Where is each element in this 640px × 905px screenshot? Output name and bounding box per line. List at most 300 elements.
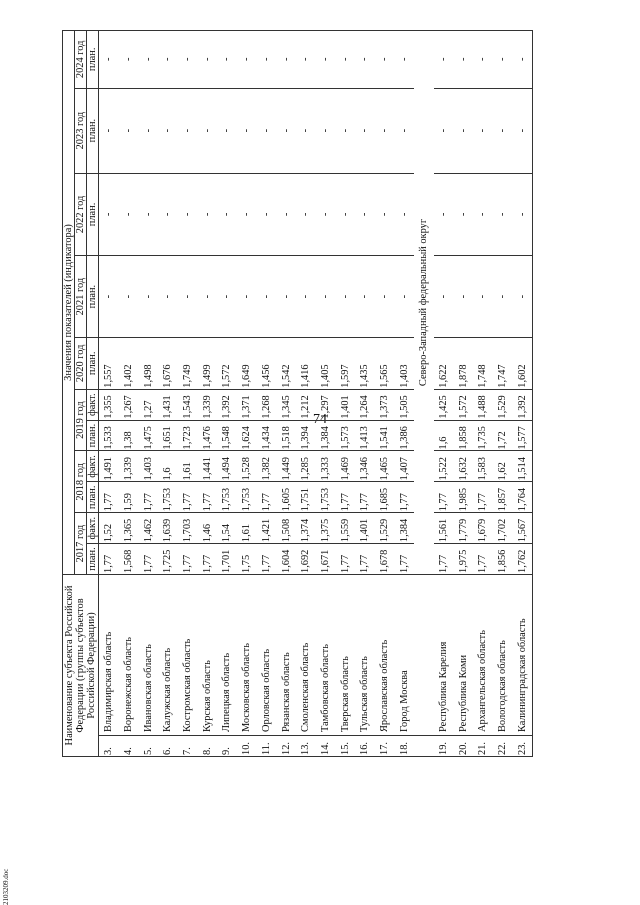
indicator-value: 1,577 bbox=[512, 420, 532, 451]
indicator-value: 1,77 bbox=[138, 544, 158, 575]
indicator-value: - bbox=[355, 256, 375, 338]
row-number: 16. bbox=[355, 736, 375, 757]
indicator-value: - bbox=[276, 173, 296, 256]
indicator-value: 1,6 bbox=[158, 451, 178, 482]
row-number: 13. bbox=[296, 736, 316, 757]
indicator-value: - bbox=[197, 31, 217, 89]
indicator-value: 1,565 bbox=[375, 337, 395, 389]
indicator-value: - bbox=[178, 173, 198, 256]
header-year: 2023 год bbox=[75, 88, 87, 173]
indicator-value: 1,528 bbox=[237, 451, 257, 482]
indicator-value: 1,77 bbox=[355, 544, 375, 575]
row-number: 7. bbox=[178, 736, 198, 757]
indicator-value: 1,401 bbox=[355, 513, 375, 544]
indicator-value: 1,77 bbox=[257, 544, 277, 575]
row-number: 8. bbox=[197, 736, 217, 757]
indicator-value: - bbox=[158, 256, 178, 338]
table-row bbox=[158, 31, 178, 757]
indicator-value: 1,77 bbox=[178, 544, 198, 575]
indicator-value: 1,475 bbox=[138, 420, 158, 451]
indicator-value: 1,522 bbox=[434, 451, 454, 482]
indicator-value: 1,375 bbox=[316, 513, 336, 544]
page-number: 74 bbox=[313, 412, 327, 427]
indicator-value: - bbox=[434, 88, 454, 173]
indicator-value: 1,476 bbox=[197, 420, 217, 451]
indicator-value: 1,407 bbox=[394, 451, 414, 482]
indicator-value: 1,403 bbox=[138, 451, 158, 482]
indicator-value: 1,878 bbox=[453, 337, 473, 389]
indicator-value: 1,557 bbox=[99, 337, 119, 389]
indicator-value: - bbox=[119, 31, 139, 89]
indicator-value: 1,416 bbox=[296, 337, 316, 389]
indicator-value: 1,402 bbox=[119, 337, 139, 389]
indicator-value: - bbox=[197, 256, 217, 338]
table-row bbox=[355, 31, 375, 757]
indicator-value: - bbox=[276, 31, 296, 89]
indicator-value: - bbox=[453, 31, 473, 89]
indicator-value: - bbox=[453, 173, 473, 256]
header-sub: факт. bbox=[87, 513, 99, 544]
federal-district-label: Северо-Западный федеральный округ bbox=[414, 31, 434, 575]
table-row bbox=[178, 31, 198, 757]
indicator-value: 1,749 bbox=[178, 337, 198, 389]
indicator-value: 1,685 bbox=[375, 482, 395, 513]
indicator-value: 1,572 bbox=[453, 389, 473, 420]
indicator-value: 1,72 bbox=[493, 420, 513, 451]
table-row bbox=[316, 31, 336, 757]
row-number: 6. bbox=[158, 736, 178, 757]
region-name: Тверская область bbox=[335, 575, 355, 736]
empty-cell bbox=[414, 575, 434, 736]
indicator-value: - bbox=[355, 88, 375, 173]
indicator-value: 1,77 bbox=[138, 482, 158, 513]
indicator-value: 1,491 bbox=[99, 451, 119, 482]
indicator-value: - bbox=[237, 31, 257, 89]
indicator-value: 1,975 bbox=[453, 544, 473, 575]
indicator-value: - bbox=[296, 88, 316, 173]
header-year: 2018 год bbox=[75, 451, 87, 513]
table-row bbox=[512, 31, 532, 757]
indicator-value: - bbox=[178, 31, 198, 89]
indicator-value: 1,985 bbox=[453, 482, 473, 513]
indicator-value: - bbox=[375, 88, 395, 173]
indicator-value: - bbox=[335, 88, 355, 173]
indicator-value: - bbox=[158, 88, 178, 173]
indicator-value: 1,624 bbox=[237, 420, 257, 451]
indicator-value: - bbox=[138, 173, 158, 256]
indicator-value: 1,77 bbox=[197, 482, 217, 513]
row-number: 15. bbox=[335, 736, 355, 757]
indicator-value: - bbox=[394, 256, 414, 338]
indicator-value: 1,748 bbox=[473, 337, 493, 389]
row-number: 10. bbox=[237, 736, 257, 757]
indicator-value: 1,747 bbox=[493, 337, 513, 389]
indicator-value: - bbox=[493, 88, 513, 173]
header-indicator-group: Значения показателей (индикатора) bbox=[63, 31, 75, 575]
header-year: 2021 год bbox=[75, 256, 87, 338]
indicator-value: 1,678 bbox=[375, 544, 395, 575]
table-row bbox=[434, 31, 454, 757]
table-row bbox=[394, 31, 414, 757]
region-name: Калужская область bbox=[158, 575, 178, 736]
indicator-value: 1,77 bbox=[257, 482, 277, 513]
region-name: Вологодская область bbox=[493, 575, 513, 736]
row-number: 20. bbox=[453, 736, 473, 757]
indicator-value: 1,373 bbox=[375, 389, 395, 420]
indicator-value: - bbox=[197, 173, 217, 256]
indicator-value: 1,597 bbox=[335, 337, 355, 389]
indicator-value: - bbox=[296, 256, 316, 338]
indicator-value: 1,77 bbox=[99, 482, 119, 513]
indicator-value: 1,602 bbox=[512, 337, 532, 389]
indicator-value: 1,339 bbox=[197, 389, 217, 420]
indicator-value: 1,572 bbox=[217, 337, 237, 389]
region-name: Костромская область bbox=[178, 575, 198, 736]
indicator-value: 1,639 bbox=[158, 513, 178, 544]
indicator-value: 1,605 bbox=[276, 482, 296, 513]
indicator-value: 1,401 bbox=[335, 389, 355, 420]
indicator-value: 1,27 bbox=[138, 389, 158, 420]
indicator-value: - bbox=[493, 256, 513, 338]
footer-file-code: 2103209.doc bbox=[2, 868, 10, 905]
indicator-value: 1,285 bbox=[296, 451, 316, 482]
indicator-value: - bbox=[99, 256, 119, 338]
indicator-value: 1,6 bbox=[434, 420, 454, 451]
indicator-value: 1,567 bbox=[512, 513, 532, 544]
indicator-value: - bbox=[355, 31, 375, 89]
indicator-value: 1,542 bbox=[276, 337, 296, 389]
indicator-value: - bbox=[99, 31, 119, 89]
indicator-value: 1,692 bbox=[296, 544, 316, 575]
header-sub: план. bbox=[87, 173, 99, 256]
indicator-value: 1,403 bbox=[394, 337, 414, 389]
indicator-value: 1,762 bbox=[512, 544, 532, 575]
indicator-value: 1,622 bbox=[434, 337, 454, 389]
indicator-value: 1,421 bbox=[257, 513, 277, 544]
indicator-value: 1,54 bbox=[217, 513, 237, 544]
header-name-column: Наименование субъекта Российской Федерации (группы субъектов Российской Федерации) bbox=[63, 575, 99, 757]
indicator-value: - bbox=[257, 173, 277, 256]
indicator-value: - bbox=[119, 173, 139, 256]
empty-cell bbox=[414, 736, 434, 757]
indicator-value: - bbox=[394, 173, 414, 256]
indicator-value: - bbox=[473, 256, 493, 338]
indicator-value: 1,764 bbox=[512, 482, 532, 513]
indicator-value: 1,59 bbox=[119, 482, 139, 513]
row-number: 17. bbox=[375, 736, 395, 757]
indicator-value: - bbox=[453, 256, 473, 338]
row-number: 5. bbox=[138, 736, 158, 757]
indicator-value: - bbox=[493, 173, 513, 256]
indicator-value: 1,77 bbox=[355, 482, 375, 513]
indicator-value: 1,518 bbox=[276, 420, 296, 451]
indicator-value: 1,449 bbox=[276, 451, 296, 482]
indicator-value: 1,465 bbox=[375, 451, 395, 482]
indicator-value: - bbox=[158, 173, 178, 256]
region-name: Рязанская область bbox=[276, 575, 296, 736]
row-number: 19. bbox=[434, 736, 454, 757]
indicator-value: 1,384 bbox=[394, 513, 414, 544]
indicator-value: 1,779 bbox=[453, 513, 473, 544]
indicator-value: 1,374 bbox=[296, 513, 316, 544]
indicator-value: - bbox=[119, 88, 139, 173]
indicator-value: - bbox=[355, 173, 375, 256]
indicator-value: - bbox=[197, 88, 217, 173]
indicator-value: 1,857 bbox=[493, 482, 513, 513]
indicator-value: - bbox=[316, 173, 336, 256]
region-name: Курская область bbox=[197, 575, 217, 736]
indicator-value: 1,52 bbox=[99, 513, 119, 544]
indicator-value: - bbox=[375, 173, 395, 256]
header-sub: план. bbox=[87, 420, 99, 451]
indicator-value: 1,529 bbox=[375, 513, 395, 544]
indicator-value: 1,751 bbox=[296, 482, 316, 513]
indicator-value: 1,61 bbox=[178, 451, 198, 482]
region-name: Республика Карелия bbox=[434, 575, 454, 736]
indicator-value: 1,77 bbox=[99, 544, 119, 575]
indicator-value: - bbox=[512, 31, 532, 89]
indicator-value: 1,38 bbox=[119, 420, 139, 451]
indicator-value: - bbox=[178, 256, 198, 338]
indicator-table bbox=[62, 30, 533, 757]
table-row bbox=[99, 31, 119, 757]
row-number: 11. bbox=[257, 736, 277, 757]
indicator-value: 1,488 bbox=[473, 389, 493, 420]
header-sub: план. bbox=[87, 482, 99, 513]
indicator-value: - bbox=[158, 31, 178, 89]
indicator-value: - bbox=[138, 31, 158, 89]
header-year: 2017 год bbox=[75, 513, 87, 575]
indicator-value: 1,679 bbox=[473, 513, 493, 544]
indicator-value: 1,753 bbox=[158, 482, 178, 513]
indicator-value: 1,77 bbox=[394, 544, 414, 575]
indicator-value: - bbox=[434, 31, 454, 89]
indicator-value: - bbox=[473, 31, 493, 89]
indicator-value: 1,533 bbox=[99, 420, 119, 451]
indicator-value: 1,405 bbox=[316, 337, 336, 389]
table-row bbox=[197, 31, 217, 757]
table-row bbox=[335, 31, 355, 757]
indicator-value: 1,725 bbox=[158, 544, 178, 575]
region-name: Орловская область bbox=[257, 575, 277, 736]
indicator-value: - bbox=[335, 256, 355, 338]
header-year: 2019 год bbox=[75, 389, 87, 451]
indicator-value: 1,267 bbox=[119, 389, 139, 420]
indicator-value: 1,386 bbox=[394, 420, 414, 451]
indicator-value: 1,425 bbox=[434, 389, 454, 420]
header-sub: план. bbox=[87, 544, 99, 575]
row-number: 9. bbox=[217, 736, 237, 757]
table-row bbox=[119, 31, 139, 757]
header-sub: план. bbox=[87, 337, 99, 389]
indicator-value: 1,604 bbox=[276, 544, 296, 575]
indicator-value: 1,541 bbox=[375, 420, 395, 451]
indicator-value: 1,561 bbox=[434, 513, 454, 544]
indicator-value: - bbox=[316, 88, 336, 173]
indicator-value: 1,264 bbox=[355, 389, 375, 420]
indicator-value: 1,297 bbox=[316, 389, 336, 420]
region-name: Липецкая область bbox=[217, 575, 237, 736]
table-row bbox=[217, 31, 237, 757]
indicator-value: 1,543 bbox=[178, 389, 198, 420]
indicator-value: 1,753 bbox=[237, 482, 257, 513]
indicator-value: - bbox=[178, 88, 198, 173]
indicator-value: 1,508 bbox=[276, 513, 296, 544]
region-name: Республика Коми bbox=[453, 575, 473, 736]
indicator-value: 1,61 bbox=[237, 513, 257, 544]
header-sub: факт. bbox=[87, 451, 99, 482]
indicator-value: 1,77 bbox=[197, 544, 217, 575]
indicator-value: - bbox=[237, 256, 257, 338]
indicator-value: 1,548 bbox=[217, 420, 237, 451]
indicator-value: 1,441 bbox=[197, 451, 217, 482]
indicator-value: 1,346 bbox=[355, 451, 375, 482]
table-row bbox=[276, 31, 296, 757]
indicator-value: 1,753 bbox=[217, 482, 237, 513]
indicator-value: 1,371 bbox=[237, 389, 257, 420]
indicator-value: - bbox=[434, 256, 454, 338]
indicator-value: - bbox=[257, 31, 277, 89]
indicator-value: - bbox=[394, 88, 414, 173]
indicator-value: - bbox=[375, 256, 395, 338]
indicator-value: 1,365 bbox=[119, 513, 139, 544]
indicator-value: - bbox=[473, 88, 493, 173]
indicator-value: 1,529 bbox=[493, 389, 513, 420]
indicator-value: 1,568 bbox=[119, 544, 139, 575]
row-number: 21. bbox=[473, 736, 493, 757]
region-name: Город Москва bbox=[394, 575, 414, 736]
indicator-value: 1,649 bbox=[237, 337, 257, 389]
header-sub: план. bbox=[87, 88, 99, 173]
indicator-value: - bbox=[257, 88, 277, 173]
table-row bbox=[493, 31, 513, 757]
indicator-value: - bbox=[512, 256, 532, 338]
region-name: Смоленская область bbox=[296, 575, 316, 736]
indicator-value: 1,77 bbox=[335, 544, 355, 575]
indicator-value: 1,434 bbox=[257, 420, 277, 451]
table-row bbox=[237, 31, 257, 757]
indicator-value: 1,499 bbox=[197, 337, 217, 389]
indicator-value: - bbox=[276, 88, 296, 173]
table-header bbox=[63, 31, 99, 757]
row-number: 4. bbox=[119, 736, 139, 757]
row-number: 23. bbox=[512, 736, 532, 757]
header-year: 2020 год bbox=[75, 337, 87, 389]
indicator-value: 1,268 bbox=[257, 389, 277, 420]
indicator-value: 1,498 bbox=[138, 337, 158, 389]
header-sub: план. bbox=[87, 256, 99, 338]
indicator-value: 1,671 bbox=[316, 544, 336, 575]
district-row bbox=[414, 31, 434, 757]
region-name: Московская область bbox=[237, 575, 257, 736]
indicator-value: 1,651 bbox=[158, 420, 178, 451]
indicator-value: - bbox=[296, 31, 316, 89]
table-body bbox=[99, 31, 533, 757]
indicator-value: 1,77 bbox=[473, 544, 493, 575]
indicator-value: - bbox=[217, 31, 237, 89]
indicator-value: - bbox=[276, 256, 296, 338]
indicator-value: - bbox=[99, 88, 119, 173]
indicator-value: 1,676 bbox=[158, 337, 178, 389]
region-name: Тульская область bbox=[355, 575, 375, 736]
indicator-value: 1,46 bbox=[197, 513, 217, 544]
header-year: 2022 год bbox=[75, 173, 87, 256]
indicator-value: - bbox=[99, 173, 119, 256]
indicator-value: - bbox=[237, 88, 257, 173]
indicator-value: - bbox=[257, 256, 277, 338]
indicator-value: - bbox=[434, 173, 454, 256]
indicator-value: 1,494 bbox=[217, 451, 237, 482]
indicator-value: - bbox=[138, 256, 158, 338]
indicator-value: 1,856 bbox=[493, 544, 513, 575]
table-row bbox=[296, 31, 316, 757]
indicator-value: - bbox=[316, 256, 336, 338]
region-name: Ивановская область bbox=[138, 575, 158, 736]
indicator-value: - bbox=[375, 31, 395, 89]
indicator-value: 1,723 bbox=[178, 420, 198, 451]
indicator-value: 1,435 bbox=[355, 337, 375, 389]
indicator-value: 1,514 bbox=[512, 451, 532, 482]
indicator-value: 1,333 bbox=[316, 451, 336, 482]
indicator-value: - bbox=[512, 173, 532, 256]
row-number: 18. bbox=[394, 736, 414, 757]
header-sub: факт. bbox=[87, 389, 99, 420]
indicator-value: - bbox=[217, 256, 237, 338]
indicator-value: 1,394 bbox=[296, 420, 316, 451]
indicator-value: - bbox=[217, 88, 237, 173]
table-row bbox=[138, 31, 158, 757]
row-number: 22. bbox=[493, 736, 513, 757]
indicator-value: - bbox=[512, 88, 532, 173]
indicator-value: 1,77 bbox=[394, 482, 414, 513]
indicator-value: - bbox=[473, 173, 493, 256]
row-number: 14. bbox=[316, 736, 336, 757]
indicator-value: - bbox=[453, 88, 473, 173]
indicator-value: 1,77 bbox=[178, 482, 198, 513]
region-name: Тамбовская область bbox=[316, 575, 336, 736]
indicator-value: 1,462 bbox=[138, 513, 158, 544]
indicator-value: 1,583 bbox=[473, 451, 493, 482]
indicator-value: 1,392 bbox=[512, 389, 532, 420]
indicator-value: 1,632 bbox=[453, 451, 473, 482]
indicator-value: 1,573 bbox=[335, 420, 355, 451]
indicator-value: 1,413 bbox=[355, 420, 375, 451]
indicator-value: 1,355 bbox=[99, 389, 119, 420]
region-name: Воронежская область bbox=[119, 575, 139, 736]
indicator-value: 1,77 bbox=[434, 482, 454, 513]
indicator-value: 1,339 bbox=[119, 451, 139, 482]
indicator-value: 1,858 bbox=[453, 420, 473, 451]
indicator-value: - bbox=[119, 256, 139, 338]
indicator-value: - bbox=[237, 173, 257, 256]
indicator-value: - bbox=[217, 173, 237, 256]
indicator-value: 1,735 bbox=[473, 420, 493, 451]
indicator-value: 1,753 bbox=[316, 482, 336, 513]
indicator-value: - bbox=[493, 31, 513, 89]
region-name: Архангельская область bbox=[473, 575, 493, 736]
indicator-value: 1,77 bbox=[335, 482, 355, 513]
row-number: 12. bbox=[276, 736, 296, 757]
table-row bbox=[453, 31, 473, 757]
header-year: 2024 год bbox=[75, 31, 87, 89]
row-number: 3. bbox=[99, 736, 119, 757]
header-sub: план. bbox=[87, 31, 99, 89]
region-name: Ярославская область bbox=[375, 575, 395, 736]
indicator-value: - bbox=[335, 173, 355, 256]
indicator-value: 1,701 bbox=[217, 544, 237, 575]
indicator-value: 1,505 bbox=[394, 389, 414, 420]
rotated-table-container bbox=[62, 30, 627, 757]
